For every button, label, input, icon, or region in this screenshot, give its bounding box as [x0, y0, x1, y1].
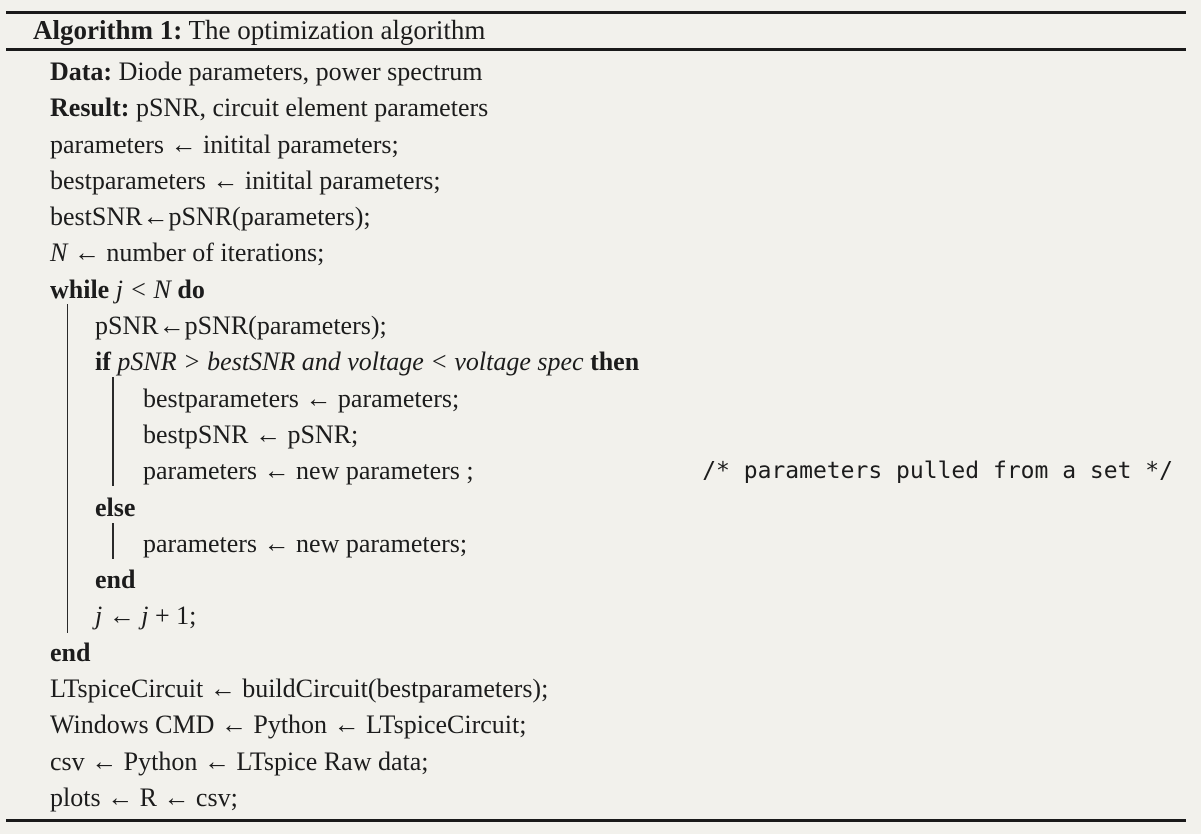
statement-text: end: [50, 637, 91, 667]
algorithm-caption-label: Algorithm 1:: [33, 15, 183, 45]
statement-text: bestparameters ← initital parameters;: [50, 165, 441, 195]
algorithm-line: [0, 127, 1201, 163]
algorithm-line: [0, 598, 1201, 634]
algorithm-caption: [33, 13, 1191, 47]
algorithm-line: [0, 707, 1201, 743]
algorithm-line: [0, 490, 1201, 526]
algorithm-line: [0, 453, 1201, 489]
algorithm-line: [0, 526, 1201, 562]
algorithm-line: [0, 744, 1201, 780]
algorithm-body: [0, 54, 1201, 816]
statement-text: bestparameters ← parameters;: [143, 383, 460, 413]
statement-text: end: [95, 565, 136, 595]
statement-text: if pSNR > bestSNR and voltage < voltage spec then: [95, 347, 640, 377]
algorithm-line: [0, 344, 1201, 380]
statement-text: bestpSNR ← pSNR;: [143, 419, 359, 449]
algorithm-line: [0, 235, 1201, 271]
caption-rule: [6, 48, 1186, 51]
algorithm-line: [0, 780, 1201, 816]
if-block-rule: [112, 377, 114, 486]
algorithm-line: [0, 381, 1201, 417]
statement-text: bestSNR←pSNR(parameters);: [50, 202, 371, 232]
bottom-rule: [6, 819, 1186, 822]
algorithm-line: [0, 199, 1201, 235]
code-comment: /* parameters pulled from a set */: [702, 458, 1173, 485]
algorithm-line: [0, 163, 1201, 199]
statement-text: pSNR←pSNR(parameters);: [95, 311, 387, 341]
statement-text: parameters ← new parameters ;: [143, 456, 474, 486]
algorithm-caption-title: The optimization algorithm: [182, 15, 486, 45]
statement-text: N ← number of iterations;: [50, 238, 325, 268]
statement-text: parameters ← initital parameters;: [50, 129, 399, 159]
statement-text: while j < N do: [50, 274, 205, 304]
while-block-rule: [67, 304, 69, 633]
statement-text: Result: pSNR, circuit element parameters: [50, 93, 489, 123]
algorithm-line: [0, 417, 1201, 453]
algorithm-line: [0, 54, 1201, 90]
algorithm-line: [0, 562, 1201, 598]
else-block-rule: [112, 523, 114, 559]
statement-text: plots ← R ← csv;: [50, 782, 238, 812]
algorithm-line: [0, 635, 1201, 671]
statement-text: Windows CMD ← Python ← LTspiceCircuit;: [50, 710, 527, 740]
statement-text: csv ← Python ← LTspice Raw data;: [50, 746, 429, 776]
algorithm-line: [0, 272, 1201, 308]
algorithm-line: [0, 671, 1201, 707]
statement-text: j ← j + 1;: [95, 601, 197, 631]
statement-text: parameters ← new parameters;: [143, 528, 468, 558]
algorithm-line: [0, 90, 1201, 126]
statement-text: Data: Diode parameters, power spectrum: [50, 57, 483, 86]
algorithm-line: [0, 308, 1201, 344]
statement-text: LTspiceCircuit ← buildCircuit(bestparameters);: [50, 674, 549, 704]
statement-text: else: [95, 492, 136, 522]
